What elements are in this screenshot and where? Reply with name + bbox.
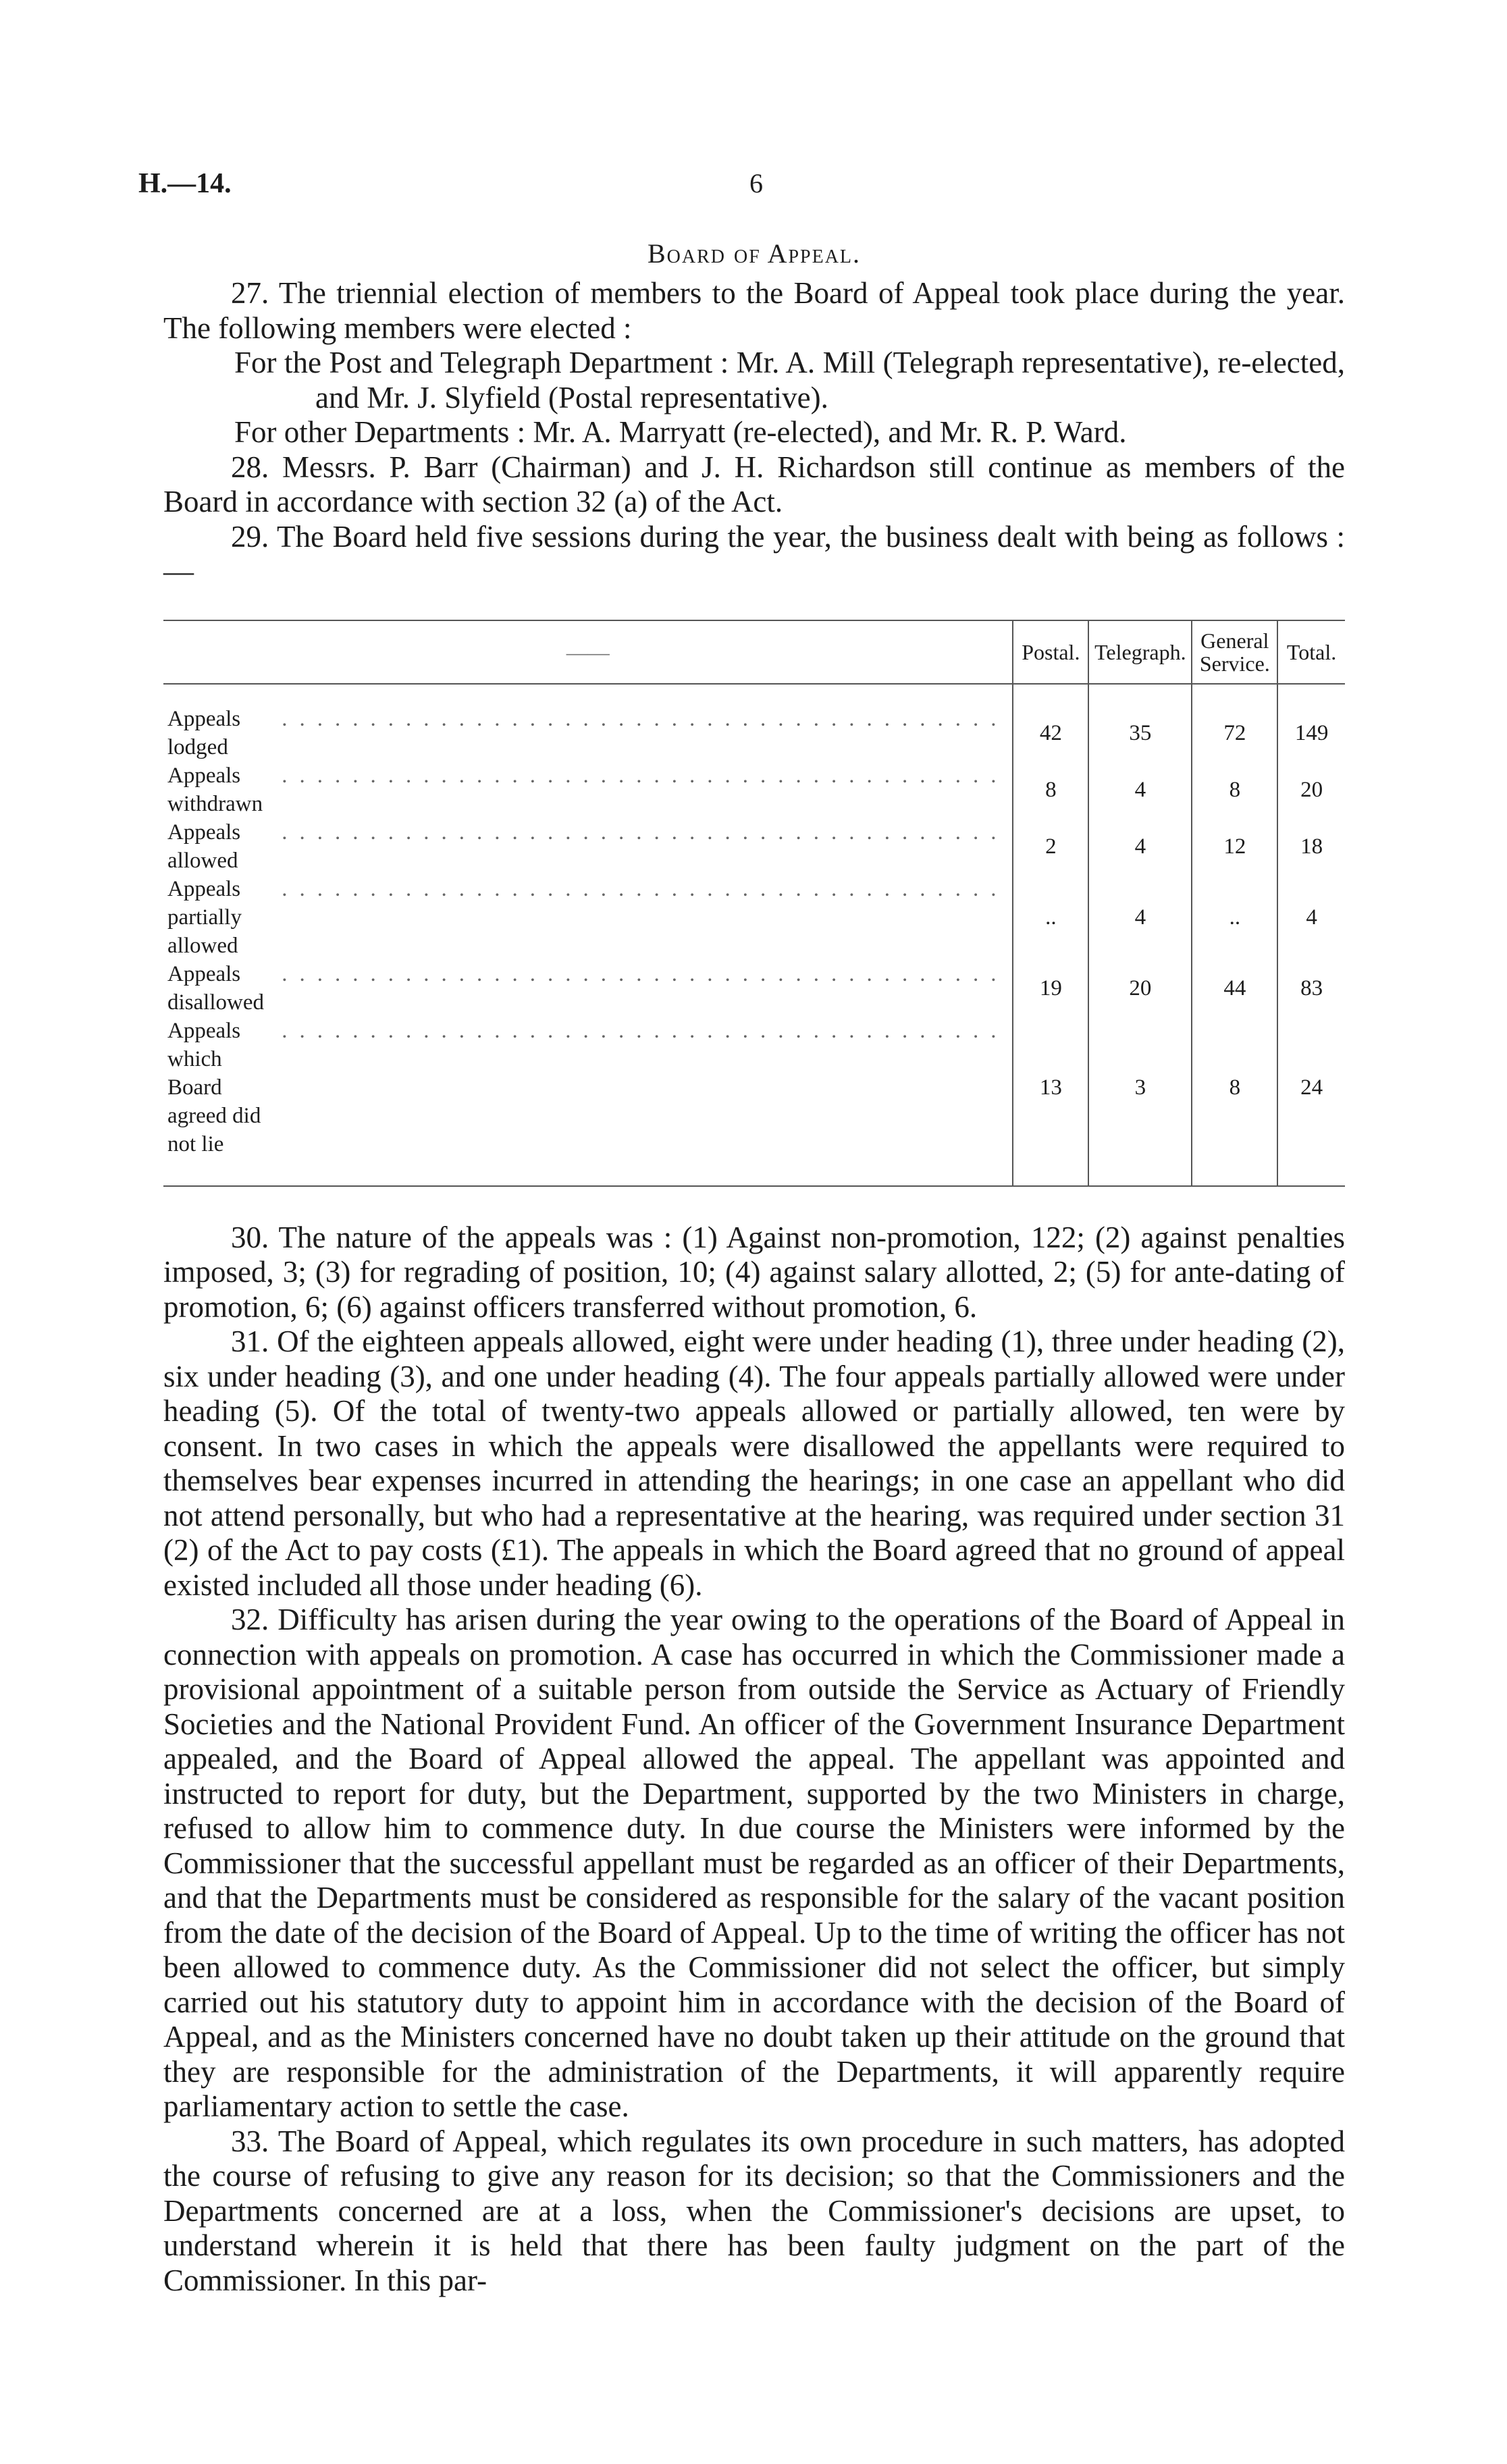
cell-general: 8	[1192, 761, 1277, 818]
table-row: Appeals partially allowed ......................................... .. 4 .. 4	[163, 875, 1345, 960]
row-label: Appeals allowed	[167, 820, 241, 873]
cell-general: 8	[1192, 1017, 1277, 1186]
appeals-table	[163, 620, 1345, 1187]
cell-general: 44	[1192, 960, 1277, 1017]
paragraph-30: 30. The nature of the appeals was : (1) Against non-promotion, 122; (2) against penalties imposed, 3; (3) for regrading of position, 10; (4) against salary allotted, 2; (5) for ante-dating of promotion, 6; (6) against officers transferred without promotion, 6.	[163, 1220, 1345, 1324]
cell-general: ..	[1192, 875, 1277, 960]
cell-telegraph: 4	[1088, 818, 1192, 875]
table-row: Appeals which Board agreed did not lie ......................................... 13 3 8 24	[163, 1017, 1345, 1186]
row-label: Appeals disallowed	[167, 961, 264, 1015]
cell-telegraph: 3	[1088, 1017, 1192, 1186]
cell-telegraph: 35	[1088, 684, 1192, 761]
cell-total: 24	[1277, 1017, 1345, 1186]
header-postal: Postal.	[1013, 620, 1088, 684]
section-title: Board of Appeal.	[647, 238, 862, 269]
paragraph-27-other-departments: For other Departments : Mr. A. Marryatt (re-elected), and Mr. R. P. Ward.	[234, 415, 1127, 449]
cell-general: 12	[1192, 818, 1277, 875]
table-row: Appeals withdrawn ......................................... 8 4 8 20	[163, 761, 1345, 818]
paragraph-27-post-telegraph: For the Post and Telegraph Department : Mr. A. Mill (Telegraph representative), re-elected, and Mr. J. Slyfield (Postal representative).	[234, 346, 1345, 414]
row-label: Appeals partially allowed	[167, 876, 242, 958]
row-label: Appeals which Board agreed did not lie	[167, 1018, 261, 1156]
cell-telegraph: 4	[1088, 761, 1192, 818]
header-telegraph: Telegraph.	[1088, 620, 1192, 684]
cell-postal: 42	[1013, 684, 1088, 761]
page-header	[0, 167, 1507, 208]
document-code: H.—14.	[138, 168, 232, 199]
paragraph-28: 28. Messrs. P. Barr (Chairman) and J. H. Richardson still continue as members of the Board in accordance with section 32 (a) of the Act.	[163, 450, 1345, 518]
table-row: Appeals disallowed ......................................... 19 20 44 83	[163, 960, 1345, 1017]
row-label: Appeals withdrawn	[167, 763, 263, 816]
cell-telegraph: 20	[1088, 960, 1192, 1017]
cell-total: 83	[1277, 960, 1345, 1017]
paragraph-27: 27. The triennial election of members to the Board of Appeal took place during the year. The following members were elected :	[163, 276, 1345, 345]
cell-general: 72	[1192, 684, 1277, 761]
cell-postal: 8	[1013, 761, 1088, 818]
paragraph-32: 32. Difficulty has arisen during the year owing to the operations of the Board of Appeal in connection with appeals on promotion. A case has occurred in which the Commissioner made a provisional appointment of a suitable person from outside the Service as Actuary of Friendly Societies and the National Provident Fund. An officer of the Government Insurance Department appealed, and the Board of Appeal allowed the appeal. The appellant was appointed and instructed to report for duty, but the Department, supported by the two Ministers in charge, refused to allow him to commence duty. In due course the Ministers were informed by the Commissioner that the successful appellant must be regarded as an officer of their Departments, and that the Departments must be considered as responsible for the salary of the vacant position from the date of the decision of the Board of Appeal. Up to the time of writing the officer has not been allowed to commence duty. As the Commissioner did not select the officer, but simply carried out his statutory duty to appoint him in accordance with the decision of the Board of Appeal, and as the Ministers concerned have no doubt taken up their attitude on the ground that they are responsible for the administration of the Departments, it will apparently require parliamentary action to settle the case.	[163, 1603, 1345, 2123]
cell-telegraph: 4	[1088, 875, 1192, 960]
row-label: Appeals lodged	[167, 706, 241, 759]
paragraph-31: 31. Of the eighteen appeals allowed, eight were under heading (1), three under heading (2), six under heading (3), and one under heading (4). The four appeals partially allowed were under heading (5). Of the total of twenty-two appeals allowed or partially allowed, ten were by consent. In two cases in which the appeals were disallowed the appellants were required to themselves bear expenses incurred in attending the hearings; in one case an appellant who did not attend personally, but who had a representative at the hearing, was required under section 31 (2) of the Act to pay costs (£1). The appeals in which the Board agreed that no ground of appeal existed included all those under heading (6).	[163, 1324, 1345, 1602]
cell-postal: 19	[1013, 960, 1088, 1017]
cell-postal: 13	[1013, 1017, 1088, 1186]
page-body	[163, 238, 1345, 2298]
page-number: 6	[749, 168, 763, 198]
header-general-service: General Service.	[1192, 620, 1277, 684]
table-row: Appeals lodged ......................................... 42 35 72 149	[163, 684, 1345, 761]
table-row: Appeals allowed ......................................... 2 4 12 18	[163, 818, 1345, 875]
table-header-row	[163, 620, 1345, 684]
cell-postal: ..	[1013, 875, 1088, 960]
cell-total: 149	[1277, 684, 1345, 761]
header-blank: ——	[163, 620, 1013, 684]
cell-total: 4	[1277, 875, 1345, 960]
paragraph-33: 33. The Board of Appeal, which regulates its own procedure in such matters, has adopted the course of refusing to give any reason for its decision; so that the Commissioners and the Departments concerned are at a loss, when the Commissioner's decisions are upset, to understand wherein it is held that there has been faulty judgment on the part of the Commissioner. In this par-	[163, 2124, 1345, 2297]
cell-total: 20	[1277, 761, 1345, 818]
cell-postal: 2	[1013, 818, 1088, 875]
paragraph-29: 29. The Board held five sessions during the year, the business dealt with being as follows :—	[163, 519, 1345, 588]
cell-total: 18	[1277, 818, 1345, 875]
header-total: Total.	[1277, 620, 1345, 684]
